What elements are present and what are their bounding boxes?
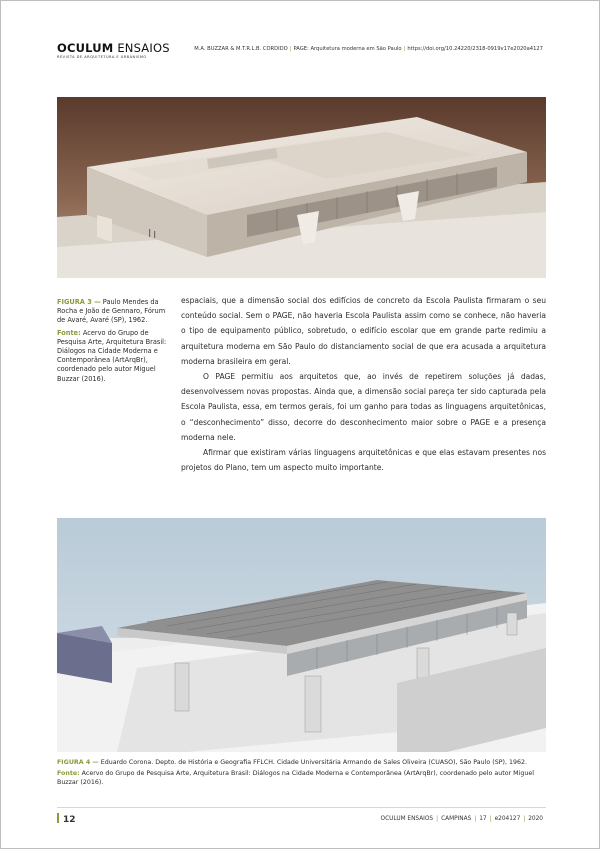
figure-4-caption bbox=[57, 758, 546, 789]
header-doi-link[interactable]: https://doi.org/10.24220/2318-0919v17e2020a4127 bbox=[407, 46, 543, 52]
page-number: 12 bbox=[57, 813, 76, 825]
figure-4-source-label: Fonte: bbox=[57, 770, 80, 777]
figure-3-caption bbox=[57, 298, 173, 387]
footer-divider bbox=[57, 807, 546, 808]
journal-name-light: ENSAIOS bbox=[117, 41, 170, 55]
footer-volume: 17 bbox=[479, 816, 487, 822]
paragraph-3: Afirmar que existiram várias linguagens arquitetônicas e que elas estavam presentes nos projetos do Plano, tem um aspecto muito importante. bbox=[181, 448, 546, 473]
footer-city: CAMPINAS bbox=[441, 816, 472, 822]
footer-year: 2020 bbox=[528, 816, 543, 822]
figure-3-source-text: Acervo do Grupo de Pesquisa Arte, Arquitetura Brasil: Diálogos na Cidade Moderna e Contemporânea (ArtArqBr), coordenado pelo autor Miguel Buzzar (2016). bbox=[57, 328, 167, 383]
running-header: M.A. BUZZAR & M.T.R.L.B. CORDIDO | PAGE: Arquitetura moderna em São Paulo | https://doi.org/10.24220/2318-0919v17e2020a4127 bbox=[194, 46, 543, 52]
body-text bbox=[181, 293, 546, 475]
figure-4-caption-text: Eduardo Corona. Depto. de História e Geografia FFLCH. Cidade Universitária Armando de Sales Oliveira (CUASO), São Paulo (SP), 1962. bbox=[100, 759, 527, 766]
figure-3-source-label: Fonte: bbox=[57, 328, 81, 337]
journal-logo bbox=[57, 41, 170, 59]
journal-subtitle: REVISTA DE ARQUITETURA E URBANISMO bbox=[57, 55, 147, 59]
figure-4-image bbox=[57, 518, 546, 752]
footer-journal: OCULUM ENSAIOS bbox=[380, 816, 434, 822]
figure-4-label: FIGURA 4 — bbox=[57, 759, 99, 766]
figure-4-source-text: Acervo do Grupo de Pesquisa Arte, Arquitetura Brasil: Diálogos na Cidade Moderna e Contemporânea (ArtArqBr), coordenado pelo autor Miguel Buzzar (2016). bbox=[57, 770, 534, 786]
paragraph-2: O PAGE permitiu aos arquitetos que, ao invés de repetirem soluções já dadas, desenvolvessem novas propostas. Ainda que, a dimensão social pareça ter sido capturada pela Escola Paulista, essa, em termos gerais, foi um ganho para todas as linguagens arquitetônicas, o “desconhecimento” disso, decorre do desconhecimento maior sobre o PAGE e a presença moderna nele. bbox=[181, 372, 546, 442]
figure-3-caption-text: Paulo Mendes da Rocha e João de Gennaro, Fórum de Avaré, Avaré (SP), 1962. bbox=[57, 298, 166, 325]
figure-3-image bbox=[57, 97, 546, 278]
header-article-title: PAGE: Arquitetura moderna em São Paulo bbox=[293, 46, 402, 52]
paragraph-1: espaciais, que a dimensão social dos edifícios de concreto da Escola Paulista firmaram o seu conteúdo social. Sem o PAGE, não haveria Escola Paulista assim como se conhece, não haveria o tipo de equipamento público, sobretudo, o edifício escolar que em grande parte redimiu a arquitetura moderna em São Paulo do distanciamento social de que era acusada a arquitetura moderna brasileira em geral. bbox=[181, 296, 546, 366]
page-number-accent-bar bbox=[57, 813, 59, 823]
footer-article-id: e204127 bbox=[494, 816, 521, 822]
figure-3-label: FIGURA 3 — bbox=[57, 298, 101, 306]
journal-name-bold: OCULUM bbox=[57, 41, 114, 55]
header-authors: M.A. BUZZAR & M.T.R.L.B. CORDIDO bbox=[194, 46, 288, 52]
running-footer: OCULUM ENSAIOS | CAMPINAS | 17 | e204127 | 2020 bbox=[380, 816, 543, 822]
